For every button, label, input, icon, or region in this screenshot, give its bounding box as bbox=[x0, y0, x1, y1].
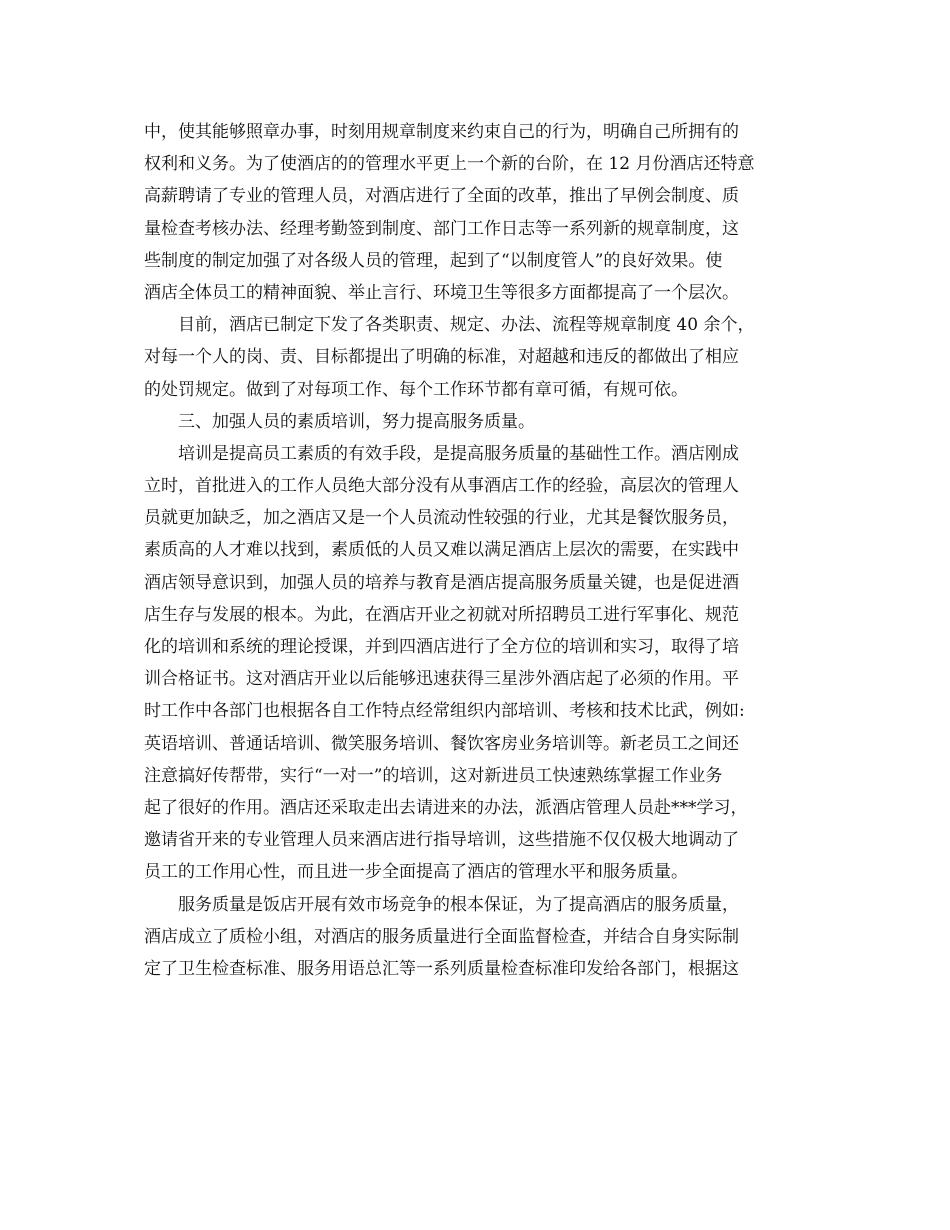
text-line: 时工作中各部门也根据各自工作特点经常组织内部培训、考核和技术比武，例如: bbox=[144, 701, 745, 722]
text-line: 酒店成立了质检小组，对酒店的服务质量进行全面监督检查，并结合自身实际制 bbox=[144, 926, 739, 947]
text-line: 量检查考核办法、经理考勤签到制度、部门工作日志等一系列新的规章制度，这 bbox=[144, 218, 739, 239]
text-line: 权利和义务。为了使酒店的的管理水平更上一个新的台阶，在 12 月份酒店还特意 bbox=[144, 154, 755, 175]
text-line: 店生存与发展的根本。为此，在酒店开业之初就对所招聘员工进行军事化、规范 bbox=[144, 604, 739, 625]
text-line: 酒店全体员工的精神面貌、举止言行、环境卫生等很多方面都提高了一个层次。 bbox=[144, 282, 739, 303]
text-line: 员工的工作用心性，而且进一步全面提高了酒店的管理水平和服务质量。 bbox=[144, 862, 688, 883]
paragraph-start-line: 目前，酒店已制定下发了各类职责、规定、办法、流程等规章制度 40 余个， bbox=[178, 315, 755, 336]
text-line: 起了很好的作用。酒店还采取走出去请进来的办法，派酒店管理人员赴***学习， bbox=[144, 797, 748, 818]
section-heading: 三、加强人员的素质培训，努力提高服务质量。 bbox=[178, 411, 535, 432]
text-line: 中，使其能够照章办事，时刻用规章制度来约束自己的行为，明确自己所拥有的 bbox=[144, 122, 739, 142]
paragraph-start-line: 服务质量是饭店开展有效市场竞争的根本保证，为了提高酒店的服务质量， bbox=[178, 894, 739, 915]
text-line: 高薪聘请了专业的管理人员，对酒店进行了全面的改革，推出了早例会制度、质 bbox=[144, 186, 739, 207]
text-line: 立时，首批进入的工作人员绝大部分没有从事酒店工作的经验，高层次的管理人 bbox=[144, 476, 739, 497]
text-line: 酒店领导意识到，加强人员的培养与教育是酒店提高服务质量关键，也是促进酒 bbox=[144, 572, 739, 593]
text-line: 定了卫生检查标准、服务用语总汇等一系列质量检查标准印发给各部门，根据这 bbox=[144, 958, 739, 979]
text-line: 训合格证书。这对酒店开业以后能够迅速获得三星涉外酒店起了必须的作用。平 bbox=[144, 669, 739, 690]
text-line: 对每一个人的岗、责、目标都提出了明确的标准，对超越和违反的都做出了相应 bbox=[144, 347, 739, 368]
text-line: 员就更加缺乏，加之酒店又是一个人员流动性较强的行业，尤其是餐饮服务员， bbox=[144, 508, 739, 529]
text-line: 的处罚规定。做到了对每项工作、每个工作环节都有章可循，有规可依。 bbox=[144, 379, 688, 400]
text-line: 些制度的制定加强了对各级人员的管理，起到了“以制度管人”的良好效果。使 bbox=[144, 250, 723, 271]
paragraph-start-line: 培训是提高员工素质的有效手段，是提高服务质量的基础性工作。酒店刚成 bbox=[178, 443, 739, 464]
text-line: 素质高的人才难以找到，素质低的人员又难以满足酒店上层次的需要，在实践中 bbox=[144, 540, 739, 561]
text-line: 化的培训和系统的理论授课，并到四酒店进行了全方位的培训和实习，取得了培 bbox=[144, 637, 739, 657]
text-line: 邀请省开来的专业管理人员来酒店进行指导培训，这些措施不仅仅极大地调动了 bbox=[144, 830, 739, 851]
text-line: 注意搞好传帮带，实行“一对一”的培训，这对新进员工快速熟练掌握工作业务 bbox=[144, 765, 723, 786]
document-body bbox=[144, 116, 808, 985]
text-line: 英语培训、普通话培训、微笑服务培训、餐饮客房业务培训等。新老员工之间还 bbox=[144, 733, 739, 754]
